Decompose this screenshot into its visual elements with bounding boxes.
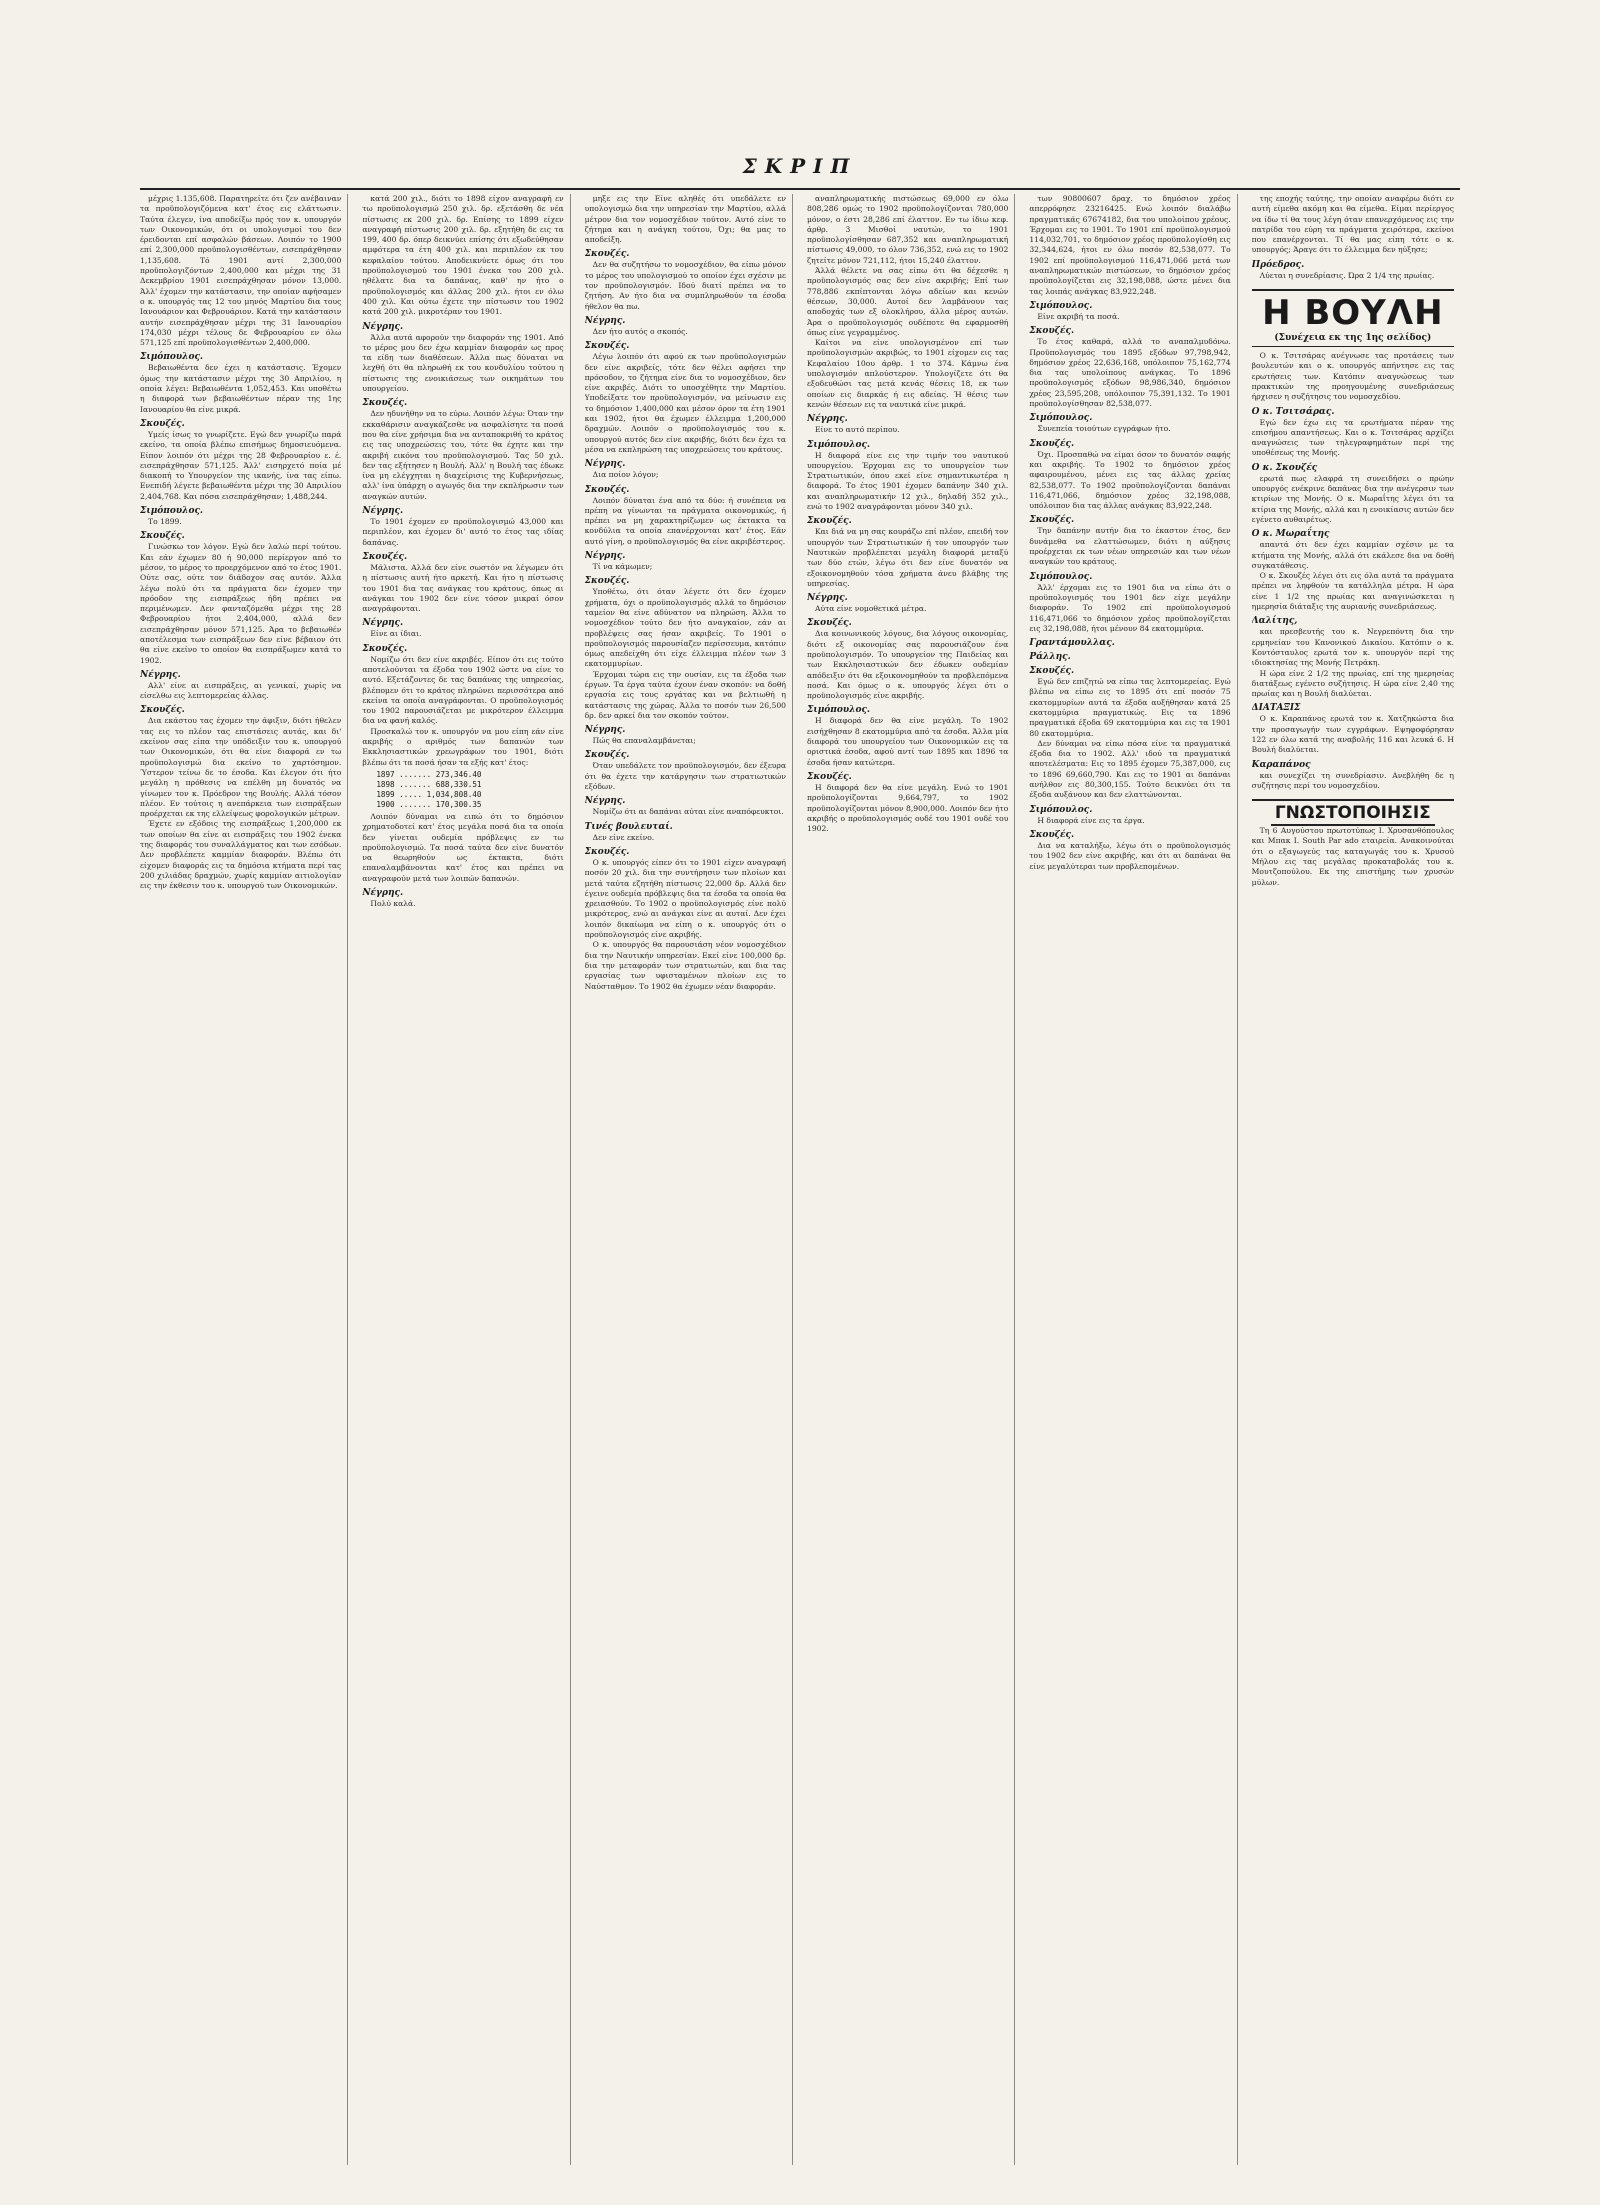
paragraph: και πρεσβευτής του κ. Νεγρεπόντη δια την ερμηνείαν του Κανονικού Δικαίου. Κατόπιν ο κ. Κοντόσταυλος ερωτά τον κ. υπουργόν περί της ιδιοκτησίας της Μονής Πετράκη.	[1251, 627, 1454, 668]
speaker-name: Σιμόπουλος.	[1029, 804, 1093, 815]
paragraph: αναπληρωματικής πιστώσεως 69,000 εν όλω 808,286 ομώς το 1902 προϋπολογίζονται 780,000 μόνον, ο έστι 28,286 επί έλαττον. Εν τω ίδιω κεφ. άρθρ. 3 Μισθοί ναυτών, το 1901 προϋπολογίσθησαν 687,352 και αναπληρωματική πίστωσις 49,000, το όλον 736,352, ενώ εις το 1902 ζητείτε μόνον 721,112, ήτοι 15,240 έλαττον.	[806, 194, 1009, 265]
paragraph: Όταν υπεδάλετε τον προϋπολογισμόν, δεν έξευρα ότι θα έχετε την κατάργησιν των στρατιωτικών εξόδων.	[584, 761, 786, 792]
paragraph: Δεν θα συζητήσω το νομοσχέδιον, θα είπω μόνον το μέρος του υπολογισμού το οποίον έχει σχέσιν με τον προϋπολογισμόν. Ιδού διατί πρέπει να το ζητήση. Αν ήτο δια να συμπληρωθούν τα έσοδα ήθελον θα πω.	[584, 260, 786, 311]
speaker-name: Σκουζές.	[806, 771, 852, 782]
speaker-name: Νέγρης.	[584, 725, 626, 736]
paragraph: Δεν ήτο αυτός ο σκοπός.	[592, 326, 688, 336]
speaker-name: Νέγρης.	[362, 321, 404, 332]
text-column	[1029, 194, 1237, 2165]
speaker-name: Σκουζές.	[584, 846, 630, 857]
paragraph: Ο κ. Καραπάνος ερωτά τον κ. Χατζηκώστα δια την προσαγωγήν των εγγράφων. Εψηφοφόρησαν 122 εν όλω κατά της αναβολής 116 και λευκά 6. Η Βουλή διαλύεται.	[1251, 714, 1454, 755]
speaker-name: Σκουζές.	[1029, 326, 1075, 337]
speaker-name: Σιμόπουλος.	[1029, 413, 1093, 424]
paragraph: Λοιπόν δύναμαι να ειπώ ότι το δημόσιον χρηματοδοτεί κατ' έτος μεγάλα ποσά δια τα οποία δεν γίνεται ουδεμία πρόβλεψις εν τω προϋπολογισμώ. Τα ποσά ταύτα δεν είνε δυνατόν να θεωρηθούν ως έκτακτα, διότι επαναλαμβάνονται κατ' έτος και πρέπει να αναγραφούν μετά των λοιπών δαπανών.	[362, 811, 564, 883]
speaker-name: Λαλίτης,	[1251, 616, 1298, 627]
paragraph: Δια εκάστου τας έχομεν την άφιξιν, διότι ήθελεν τας εις το πλέον τας επιστάσεις αυτάς, και δι' εκείνον σας είπα την υπόδειξιν του κ. υπουργού των Οικονομικών, ότι θα είνε διαφορά εν τω προϋπολογισμώ δια εκείνο το χαρτόσημον. Ύστερον τείνω δε το έσοδα. Και έλεγον ότι ήτο μεγάλη η πρόθεσις να επέλθη μη δυνατός να γίνωμεν τον κ. Πρόεδρον της Βουλής. Αλλά τόσον πλέον. Εν τούτοις η ανεπάρκεια των εισπράξεων προέρχεται εκ της ελλείψεως φορολογικών μέτρων.	[140, 716, 342, 819]
paragraph: Λοιπόν δύναται ένα από τα δύο: ή συνέπεια να πρέπη να γίνωνται τα πράγματα οικονομικώς, ή πρέπει να μη χαρακτηρίζωμεν ως έκτακτα τα κονδύλια τα οποία επανέρχονται κατ' έτος. Εάν αυτό γίνη, ο προϋπολογισμός θα είνε ακριβέστερος.	[584, 495, 786, 546]
paragraph: Λύεται η συνεδρίασις. Ώρα 2 1/4 της πρωίας.	[1259, 270, 1435, 280]
paragraph: των 90800607 δραχ. το δημόσιον χρέος απερρόφησε 23216425. Ενώ λοιπόν διαλάβω πραγματικάς 67674182, δια του υπολοίπου χρέους. Έρχομαι εις το 1901. Το 1901 επί προϋπολογισμού 114,032,701, το δημόσιον χρέος προϋπολογίσθη εις 32,344,624, ήτοι εν όλω ποσόν 82,538,077. Το 1902 επί προϋπολογισμού 116,471,066 μετά των αναπληρωματικών πιστώσεων, το δημόσιον χρέος προϋπολογίζεται εις 32,198,088, ώστε μένει δια τας λοιπάς ανάγκας 83,922,248.	[1029, 194, 1231, 296]
speaker-name: Νέγρης.	[584, 796, 626, 807]
paragraph: Καίτοι να είνε υπολογισμένον επί των προϋπολογισμών ακριβώς, το 1901 είχομεν εις τας Κεφαλαίου 10ου άρθρ. 1 το 374. Κάμνω ένα υπολογισμόν απλούστερον. Υπολογίζετε ότι θα εξοδευθώσι τας μετά κενάς θέσεις 18, εκ των οποίων εις διαρκάς ή εις αδείας. Ή θέσις των κενών θέσεων εις τα ναυτικά είνε μικρά.	[806, 338, 1009, 409]
paragraph: Το 1899.	[148, 517, 182, 527]
notice-header	[1252, 799, 1454, 826]
figures-row: 1897 ....... 273,346.40	[376, 769, 482, 779]
paragraph: Την δαπάνην αυτήν δια το έκαστον έτος, δεν δυνάμεθα να ελαττώσωμεν, διότι η αύξησις προέρχεται εκ των νέων υπηρεσιών και των νέων αναγκών του κράτους.	[1029, 526, 1231, 567]
text-column	[140, 194, 348, 2165]
paragraph: Ο κ. Σκουζές λέγει ότι εις όλα αυτά τα πράγματα πρέπει να ληφθούν τα κατάλληλα μέτρα. Η ώρα είνε 1 1/2 της πρωίας και αναγινώσκεται η ημερησία διάταξις της αυριανής συνεδριάσεως.	[1251, 571, 1454, 612]
paragraph: κατά 200 χιλ., διότι το 1898 είχον αναγραφή εν τω προϋπολογισμώ 250 χιλ. δρ. εξετάσθη δε νέα πίστωσις εκ 200 χιλ. δρ. Επίσης το 1899 είχεν αναγραφή πίστωσις 200 χιλ. δρ. εξητήθη δε εις τα 199, 400 δρ. όπερ δεικνύει επίσης ότι εξωδεύθησαν αμφότερα τα έτη 400 χιλ. και περιπλέον εκ του κεφαλαίου τούτου. Αποδεικνύετε όμως ότι του προϋπολογισμού του 1901 ένεκα του 200 χιλ. ηθέλατε δια τα δαπάνας, καθ' ην ήτο ο προϋπολογισμός και άλλας 200 χιλ. ήτοι εν όλω 400 χιλ. Και ούτω έχετε την πίστωσιν του 1902 κατά 200 χιλ. μικροτέραν του 1901.	[362, 194, 564, 317]
paragraph: Η διαφορά δεν θα είνε μεγάλη. Το 1902 εισήχθησαν 8 εκατομμύρια από τα έσοδα. Άλλα μία διαφορά του υπουργείου των Οικονομικών εις τα οριστικά έσοδα, αφού αντί των 1895 και 1896 τα έσοδα ήσαν κατώτερα.	[806, 716, 1009, 767]
paragraph: Ο κ. υπουργός θα παρουσιάση νέον νομοσχέδιον δια την Ναυτικήν υπηρεσίαν. Εκεί είνε 100,000 δρ. δια την μεταφοράν των στρατιωτών, και δια τας εργασίας των υφισταμένων πλοίων εις το Ναύσταθμον. Το 1902 θα έχωμεν νέαν διαφοράν.	[584, 940, 786, 991]
paragraph: Νομίζω ότι αι δαπάναι αύται είνε αναπόφευκτοι.	[592, 807, 784, 817]
text-column	[362, 194, 570, 2165]
paragraph: Όχι. Προσπαθώ να είμαι όσον το δυνατόν σαφής και ακριβής. Το 1902 το δημόσιον χρέος αφαιρουμένου, μένει εις τας άλλας χρείας 82,538,077. Το 1902 προϋπολογίζονται δαπάναι 116,471,066, δημόσιον χρέος 32,198,088, υπόλοιπον δια τας άλλας ανάγκας 83,922,248.	[1029, 449, 1231, 511]
speaker-name: Σκουζές.	[584, 750, 630, 761]
figures-table	[376, 770, 563, 810]
newspaper-title: ΣΚΡΙΠ	[742, 154, 858, 178]
paragraph: Δια κοινωνικούς λόγους, δια λόγους οικονομίας, διότι εξ οικονομίας σας παρουσιάζουν ένα προϋπολογισμόν. Το υπουργείον της Παιδείας και των Εκκλησιαστικών δεν έδωκεν ουδεμίαν απόδειξιν ότι θα εξοικονομηθούν τα προβλεπόμενα ποσά. Και όμως ο κ. υπουργός λέγει ότι ο προϋπολογισμός είνε ακριβής.	[806, 629, 1009, 701]
speaker-name: ΔΙΑΤΑΞΙΣ	[1251, 703, 1301, 714]
paragraph: Λέγω λοιπόν ότι αφού εκ των προϋπολογισμών δεν είνε ακριβείς, τότε δεν θέλει αφήσει την πρόσοδον, το ζήτημα είνε δια το νομοσχέδιον, δεν είνε ακριβές. Διότι το υποσχέθητε την Μαρτίου. Υποδείξατε τον προϋπολογισμόν, να μείνωσιν εις το δημόσιον 1,400,000 και μέσον όρον τα έτη 1901 και 1902, ήτοι θα έχωμεν έλλειμμα 1,200,000 δραχμών. Λοιπόν ο προϋπολογισμός του κ. υπουργού αυτός δεν είνε ακριβής, διότι δεν έχει τα μέσα να εκπληρώση τας υποχρεώσεις του κράτους.	[584, 352, 786, 454]
speaker-name: Πρόεδρος.	[1251, 259, 1305, 270]
paragraph: Τη 6 Αυγούστου πρωτοτύπως Ι. Χρυσανθόπουλος και Μπακ Ι. South Par ado εταιρεία. Ανακοινούται ότι ο εξαγωγεύς τας καταγωγάς του κ. Χρυσού Μήλου εις τας μεγάλας προκαταβολάς του κ. Μουτζοπούλου. Εκ της επιστήμης των χρυσών μύλων.	[1251, 826, 1454, 887]
figures-row: 1900 ....... 170,300.35	[376, 799, 482, 809]
figures-row: 1898 ....... 688,330.51	[376, 779, 482, 789]
paragraph: Υμείς ίσως το γνωρίζετε. Εγώ δεν γνωρίζω παρά εκείνο, τα οποία βλέπω επισήμως δημοσιευόμενα. Είπον λοιπόν ότι μέχρι της 28 Φεβρουαρίου ε. έ. εισεπράχθησαν 571,125. Άλλ' εισηρχετό ποία μέ διακοπή το Υπουργείον της ικανής, ίνα τας είπω. Ενεπιδή λέγετε βεβαιωθέντα μέχρι της 30 Απριλίου 2,404,768. Και πόσα εισεπράχθησαν; 1,488,244.	[140, 429, 342, 501]
speaker-name: Σκουζές.	[584, 341, 630, 352]
paragraph: Άλλα αυτά αφορούν την διαφοράν της 1901. Από το μέρος μου δεν έχω καμμίαν διαφοράν ως προς τα είδη των διαθέσεων. Άλλα πως δύναται να λεχθή ότι θα πληρωθή εκ του κονδυλίου τούτου η πίστωσις της ενοικιάσεως των οικημάτων του υπουργείου.	[362, 332, 564, 394]
paragraph: Γινώσκω τον λόγον. Εγώ δεν λαλώ περί τούτου. Και εάν έχωμεν 80 ή 90,000 περίεργον από το μέσον, το μέρος το προερχόμενον από το έτος 1901. Ούτε σας, ούτε τον διάδοχον σας αυτόν. Άλλα λέγω πολύ ότι τα πράγματα δεν έχομεν την πρόοδον της εισπράξεως ήδη πρέπει να περιμένωμεν. Δεν φανταζόμεθα μέχρι της 28 Φεβρουαρίου ήτοι 2,404,000, αλλά δεν εισεπράχθησαν μόνον 571,125. Άρα το βεβαιωθέν αποτέλεσμα των εισπράξεων δεν είνε βέβαιον ότι θα είνε εκείνο το οποίον θα εισπράξωμεν κατά το 1902.	[140, 542, 342, 665]
speaker-name: Σιμόπουλος.	[1029, 300, 1093, 311]
speaker-name: Ο κ. Μωραΐτης	[1251, 529, 1330, 540]
paragraph: Είνε αι ίδιαι.	[370, 629, 422, 639]
speaker-name: Σκουζές.	[1029, 515, 1075, 526]
figures-row: 1899 ..... 1,034,808.40	[376, 789, 482, 799]
paragraph: μηξε εις την Είνε αληθές ότι υπεδάλετε εν υπολογισμώ δια την υπηρεσίαν την Μαρτίου, αλλά μέτρον δια τον νομοσχέδιον τούτον. Αυτό είνε το ζήτημα και η ανάγκη τούτου, Όχι; θα μας το αποδείξη.	[584, 194, 786, 245]
paragraph: Εγώ δεν επιζητώ να είπω τας λεπτομερείας. Εγώ βλέπω να είπω εις το 1895 ότι επί ποσόν 75 εκατομμυρίων αυτά τα έξοδα αυξήθησαν κατά 25 εκατομμύρια πραγματικώς. Εις τα 1896 πραγματικά έξοδα 69 εκατομμύρια και εις τα 1901 80 εκατομμύρια.	[1029, 677, 1231, 738]
speaker-name: Ο κ. Σκουζές	[1251, 462, 1318, 473]
speaker-name: Σκουζές.	[1029, 666, 1075, 677]
speaker-name: Σκουζές.	[806, 516, 852, 527]
speaker-name: Σιμόπουλος.	[806, 705, 871, 716]
paragraph: Δεν είνε εκείνο.	[592, 832, 655, 842]
paragraph: και συνεχίζει τη συνεδρίασιν. Ανεβλήθη δε η συζήτησις περί του νομοσχεδίου.	[1251, 770, 1454, 790]
speaker-name: Σκουζές.	[806, 618, 852, 629]
speaker-name: Σκουζές.	[1029, 438, 1075, 449]
paragraph: Τί να κάμωμεν;	[592, 562, 653, 572]
paragraph: Έρχομαι τώρα εις την ουσίαν, εις τα έξοδα των έργων. Τα έργα ταύτα έχουν έναν σκοπόν: να δοθή εργασία εις τους εργάτας και να βελτιωθή η κατάστασις της χώρας. Άλλα το ποσόν των 26,500 δρ. δεν αρκεί δια τον σκοπόν τούτον.	[584, 669, 786, 720]
paragraph: Βεβαιωθέντα δεν έχει η κατάστασις. Έχομεν όμως την κατάστασιν μέχρι της 30 Απριλίου, η οποία λέγει: Βεβαιωθέντα 1,052,453. Και υποθέτω η διαφορά των βεβαιωθέντων πέραν της 1ης Ιανουαρίου θα είνε μικρά.	[140, 363, 342, 414]
speaker-name: Σιμόπουλος.	[140, 352, 204, 363]
paragraph: Άλλά θέλετε να σας είπω ότι θα δέχεσθε η προϋπολογισμός σας δεν είνε ακριβής; Επί των 778,886 εκπίπτονται λόγω αδείων και κενών θέσεων, 30,000. Αυτοί δεν λαμβάνουν τας αποδοχάς των εξ ολοκλήρου, άλλα μέρος αυτών. Άρα ο προϋπολογισμός ουδέποτε θα εφαρμοσθή όπως είνε γεγραμμένος.	[806, 266, 1009, 337]
notice-title: ΓΝΩΣΤΟΠΟΙΗΣΙΣ	[1271, 803, 1435, 826]
paragraph: Συνεπεία τοιούτων εγγράφων ήτο.	[1037, 424, 1171, 434]
speaker-name: Νέγρης.	[584, 315, 626, 326]
paragraph: ερωτά πως ελαφρά τη συνειδήσει ο πρώην υπουργός ενέκρινε δαπάνας δια την ανέγερσιν των κτιρίων της Μονής. Ο κ. Μωραΐτης λέγει ότι τα κτίρια της Μονής, αλλά και η ενοικίασις αυτών δεν εγένετο αυθαιρέτως.	[1251, 473, 1454, 524]
speaker-name: Ράλλης.	[1029, 652, 1071, 663]
speaker-name: Νέγρης.	[140, 669, 181, 680]
masthead	[140, 58, 1460, 190]
paragraph: Το έτος καθαρά, αλλά το αναπαλμυδόνω. Προϋπολογισμός του 1895 εξόδων 97,798,942, δημόσιον χρέος 22,636,168, υπόλοιπον 75,162,774 δια τας υπολοίπους ανάγκας. Το 1896 προϋπολογισμός εξόδων 98,986,340, δημόσιον χρέος 23,595,208, υπόλοιπον 75,391,132. Το 1901 προϋπολογίσθησαν 82,538,077.	[1029, 337, 1231, 409]
paragraph: Νομίζω ότι δεν είνε ακριβές. Είπον ότι εις τούτο αποτελούνται τα έξοδα του 1902 ώστε να είνε το αυτό. Εξετάζοντες δε τας δαπάνας της υπηρεσίας, βλέπομεν ότι το κράτος πληρώνει περισσότερα από εκείνα τα οποία αναγράφονται. Ο προϋπολογισμός του 1902 παρουσιάζεται με μικρότερον έλλειμμα δια να φανή καλός.	[362, 654, 564, 726]
speaker-name: Σκουζές.	[362, 398, 408, 409]
paragraph: Πολύ καλά.	[370, 899, 416, 909]
paragraph: Είνε το αυτό περίπου.	[814, 425, 900, 435]
speaker-name: Σκουζές.	[140, 531, 185, 542]
paragraph: Πώς θα επαναλαμβάνεται;	[592, 736, 696, 746]
speaker-name: Νέγρης.	[584, 459, 626, 470]
paragraph: Και διά να μη σας κουράζω επί πλέον, επειδή τον υπουργόν των Στρατιωτικών ή τον υπουργόν των Ναυτικών προβλέπεται μεγάλη διαφορά μεταξύ των δύο ετών, λέγω ότι δεν είνε δυνατόν να εξοικονομηθούν τόσα χρήματα άνευ βλάβης της υπηρεσίας.	[806, 527, 1009, 588]
speaker-name: Νέγρης.	[362, 506, 404, 517]
paragraph: Εγώ δεν έχω εις τα ερωτήματα πέραν της επισήμου απαντήσεως. Και ο κ. Τσιτσάρας αρχίζει αναγνώσεις των τηλεγραφημάτων περί της υποθέσεως της Μονής.	[1251, 417, 1454, 458]
speaker-name: Τινές βουλευταί.	[584, 821, 673, 832]
text-column	[1252, 194, 1460, 2165]
text-column	[585, 194, 793, 2165]
speaker-name: Σκουζές.	[584, 576, 630, 587]
paragraph: Αλλ' είνε αι εισπράξεις, αι γενικαί, χωρίς να είσελθω εις λεπτομερείας άλλας.	[140, 680, 342, 701]
speaker-name: Σκουζές.	[362, 551, 408, 562]
paragraph: Έχετε εν εξόδοις της εισπράξεως 1,200,000 εκ των οποίων θα είνε αι εισπράξεις του 1902 ένεκα της διαφοράς του συναλλάγματος και των εσόδων. Δεν προβλέπετε καμμίαν διαφοράν. Βλέπω ότι είχομεν διαφοράς εις τα δημόσια κτήματα περί τας 200 χιλιάδας δραχμών, χωρίς καμμίαν αιτιολογίαν εις την έκθεσιν του κ. υπουργού των Οικονομικών.	[140, 819, 342, 891]
speaker-name: Νέγρης.	[806, 593, 848, 604]
paragraph: Μάλιστα. Αλλά δεν είνε σωστόν να λέγωμεν ότι η πίστωσις αυτή ήτο αρκετή. Και ήτο η πίστωσις του 1901 δια τας ανάγκας του κράτους, όπως αι ανάγκαι του 1902 δεν είνε τόσον μικραί όσον αναγράφονται.	[362, 562, 564, 614]
speaker-name: Σιμόπουλος.	[140, 506, 204, 517]
paragraph: Η διαφορά είνε εις τα έργα.	[1037, 815, 1145, 825]
paragraph: Δια ποίον λόγον;	[592, 470, 659, 480]
paragraph: απαντά ότι δεν έχει καμμίαν σχέσιν με τα κτήματα της Μονής, αλλά ότι εκάλεσε δια να δοθή συγκατάθεσις.	[1251, 540, 1454, 570]
paragraph: Δεν ηδυνήθην να το εύρω. Λοιπόν λέγω: Όταν την εκκαθάρισιν αναγκάζεσθε να ασφαλίσητε τα ποσά που θα είνε χρήσιμα δια να ανταποκριθή το κράτος εις τας υποχρεώσεις του, τότε θα έχητε και την ακριβή εικόνα του προϋπολογισμού. Τας 50 χιλ. δεν τας εξήτησεν η Βουλή. Άλλ' η Βουλή τας έδωκε ίνα μη ελέγχηται η διαχείρισις της Κυβερνήσεως, αλλ' ίνα ύπάρχη ο αγωγός δια την εκπλήρωσιν των αναγκών αυτών.	[362, 409, 564, 501]
speaker-name: Νέγρης.	[584, 551, 626, 562]
paragraph: Η διαφορά δεν θα είνε μεγάλη. Ενώ το 1901 προϋπολογίζονται 9,664,797, το 1902 προϋπολογίζονται μόνον 8,900,000. Λοιπόν δεν ήτο ακριβής ο προϋπολογισμός ουδέ του 1901 ουδέ του 1902.	[806, 782, 1009, 834]
paragraph: Αύτα είνε νομοθετικά μέτρα.	[814, 604, 927, 614]
paragraph: Υποθέτω, ότι όταν λέγετε ότι δεν έχομεν χρήματα, όχι ο προϋπολογισμός αλλά το δημόσιον ταμείον θα είνε αδύνατον να πληρώση. Άλλα το νομοσχέδιον τούτο δεν ήτο αναγκαίον, εάν αι προβλέψεις σας ήσαν ακριβείς. Το 1901 ο προϋπολογισμός παρουσίαζεν περίσσευμα, κατόπιν όμως απεδείχθη ότι είχε έλλειμμα πλέον των 3 εκατομμυρίων.	[584, 587, 786, 669]
speaker-name: Σκουζές.	[140, 705, 185, 716]
section-subtitle: (Συνέχεια εκ της 1ης σελίδος)	[1274, 333, 1432, 344]
section-title: Η ΒΟΥΛΗ	[1262, 293, 1444, 334]
speaker-name: Σκουζές.	[362, 643, 408, 654]
paragraph: μέχρις 1.135,608. Παρατηρείτε ότι ζεν ανέβαιναν τα προϋπολογιζόμενα κατ' έτος εις ελάττωσιν. Ταύτα έλεγεν, ίνα αποδείξω πρός τον κ. υπουργόν των Οικονομικών, ότι οι υπολογισμοί του δεν έρειδονται επί ασφαλών βάσεων. Λοιπόν το 1900 επί 2,300,000 προϋπολογισθέντων, εισεπράχθησαν 1,135,608. Τό 1901 αντί 2,300,000 προϋπολογιζόντων 2,400,000 και μέχρι της 31 Δεκεμβρίου 1901 εισεπράχθησαν μόνον 13,000. Άλλ' έχομεν την κατάστασιν, την οποίαν αφήσαμεν ο κ. υπουργός τας 12 του μηνός Μαρτίου δια τους Ιανουάριον και Φεβρουάριον. Κατά την κατάστασιν αυτήν εισεπράχθησαν μέχρι της 31 Ιανουαρίου 174,030 μέχρι τέλους δε Φεβρουαρίου εν όλω 571,125 επί προϋπολογισθέντων 2,400,000.	[140, 194, 342, 348]
article-columns	[140, 194, 1460, 2165]
speaker-name: Σιμόπουλος.	[806, 439, 871, 450]
speaker-name: Νέγρης.	[806, 414, 848, 425]
paragraph: Δια να καταλήξω, λέγω ότι ο προϋπολογισμός του 1902 δεν είνε ακριβής, και ότι αι δαπάναι θα είνε μεγαλύτεραι των προβλεπομένων.	[1029, 840, 1231, 871]
speaker-name: Γραντάμουλλας.	[1029, 638, 1115, 649]
paragraph: Η διαφορά είνε εις την τιμήν του ναυτικού υπουργείου. Έρχομαι εις το υπουργείον των Στρατιωτικών, όπου εκεί είνε σημαντικωτέρα η διαφορά. Το έτος 1901 έχομεν δαπάνην 340 χιλ. και αναπληρωματικήν 12 χιλ., δηλαδή 352 χιλ., ενώ το 1902 αναγράφονται μόνον 340 χιλ.	[806, 450, 1009, 512]
paragraph: Ο κ. Τσιτσάρας ανέγνωσε τας προτάσεις των βουλευτών και ο κ. υπουργός απήντησε εις τας ερωτήσεις των. Κατόπιν αναγνώσεως των πρακτικών της προηγουμένης συνεδριάσεως ήρχισεν η συζήτησις του νομοσχεδίου.	[1251, 351, 1454, 402]
paragraph: της εποχής ταύτης, την οποίαν αναφέρω διότι εν αυτή είμεθα ακόμη και θα είμεθα. Είμαι περίεργος να ίδω τί θα τους λέγη όταν επανερχόμενος εις την πατρίδα του εύρη τα πράγματα χειρότερα, εκείνοι που επανέρχονται. Τί θα μας είπη τότε ο κ. υπουργός; Άραγε ότι το έλλειμμα δεν ηύξησε;	[1251, 194, 1454, 255]
speaker-name: Σκουζές.	[584, 249, 630, 260]
speaker-name: Νέγρης.	[362, 888, 404, 899]
speaker-name: Νέγρης.	[362, 618, 404, 629]
section-header-boule	[1252, 289, 1454, 347]
paragraph: Δεν δύναμαι να είπω πόσα είνε τα πραγματικά έξοδα δια το 1902. Αλλ' ιδού τα πραγματικά αποτελέσματα: Εις το 1895 έχομεν 75,387,000, εις το 1896 69,660,790. Και εις το 1901 αι δαπάναι ανήλθον εις 80,300,155. Τούτο δεικνύει ότι τα έξοδα αυξάνουν και δεν ελαττώνονται.	[1029, 738, 1231, 800]
paragraph: Άλλ' έρχομαι εις το 1901 δια να είπω ότι ο προϋπολογισμός του 1901 δεν είχε μεγάλην διαφοράν. Το 1902 επί προϋπολογισμού 116,471,066 το δημόσιον χρέος προϋπολογίζεται εις 32,198,088, ήτοι μένουν 84 εκατομμύρια.	[1029, 582, 1231, 633]
paragraph: Είνε ακριβή τα ποσά.	[1037, 311, 1120, 321]
speaker-name: Καραπάνος	[1251, 759, 1311, 770]
speaker-name: Σκουζές.	[584, 484, 630, 495]
speaker-name: Σιμόπουλος.	[1029, 571, 1093, 582]
paragraph: Το 1901 έχομεν εν προϋπολογισμώ 43,000 και περιπλέον, και έχομεν δι' αυτό το έτος τας ιδίας δαπάνας.	[362, 517, 564, 547]
paragraph: Ο κ. υπουργός είπεν ότι το 1901 είχεν αναγραφή ποσόν 20 χιλ. δια την συντήρησιν των πλοίων και μετά ταύτα εζητήθη πίστωσις 22,000 δρ. Αλλά δεν έγεινε ουδεμία πρόβλεψις δια τα έσοδα τα οποία θα χρειασθούν. Το 1902 ο προϋπολογισμός είνε πολύ μικρότερος, ενώ αι ανάγκαι είνε αι αυταί. Δεν έχει λοιπόν δικαίωμα να είπη ο κ. υπουργός ότι ο προϋπολογισμός είνε ακριβής.	[584, 857, 786, 940]
speaker-name: Σκουζές.	[1029, 829, 1075, 840]
speaker-name: Ο κ. Τσιτσάρας.	[1251, 406, 1335, 417]
speaker-name: Σκουζές.	[140, 418, 185, 429]
paragraph: Προσκαλώ τον κ. υπουργόν να μου είπη εάν είνε ακριβής ο αριθμός των δαπανών των Εκκλησιαστικών χρεωγράφων του 1901, διότι βλέπω ότι τα ποσά ήσαν τα εξής κατ' έτος:	[362, 726, 564, 767]
text-column	[807, 194, 1015, 2165]
paragraph: Η ώρα είνε 2 1/2 της πρωίας, επί της ημερησίας διατάξεως εγένετο συζήτησις. Η ώρα είνε 2,40 της πρωίας και η Βουλή διαλύεται.	[1251, 668, 1454, 699]
